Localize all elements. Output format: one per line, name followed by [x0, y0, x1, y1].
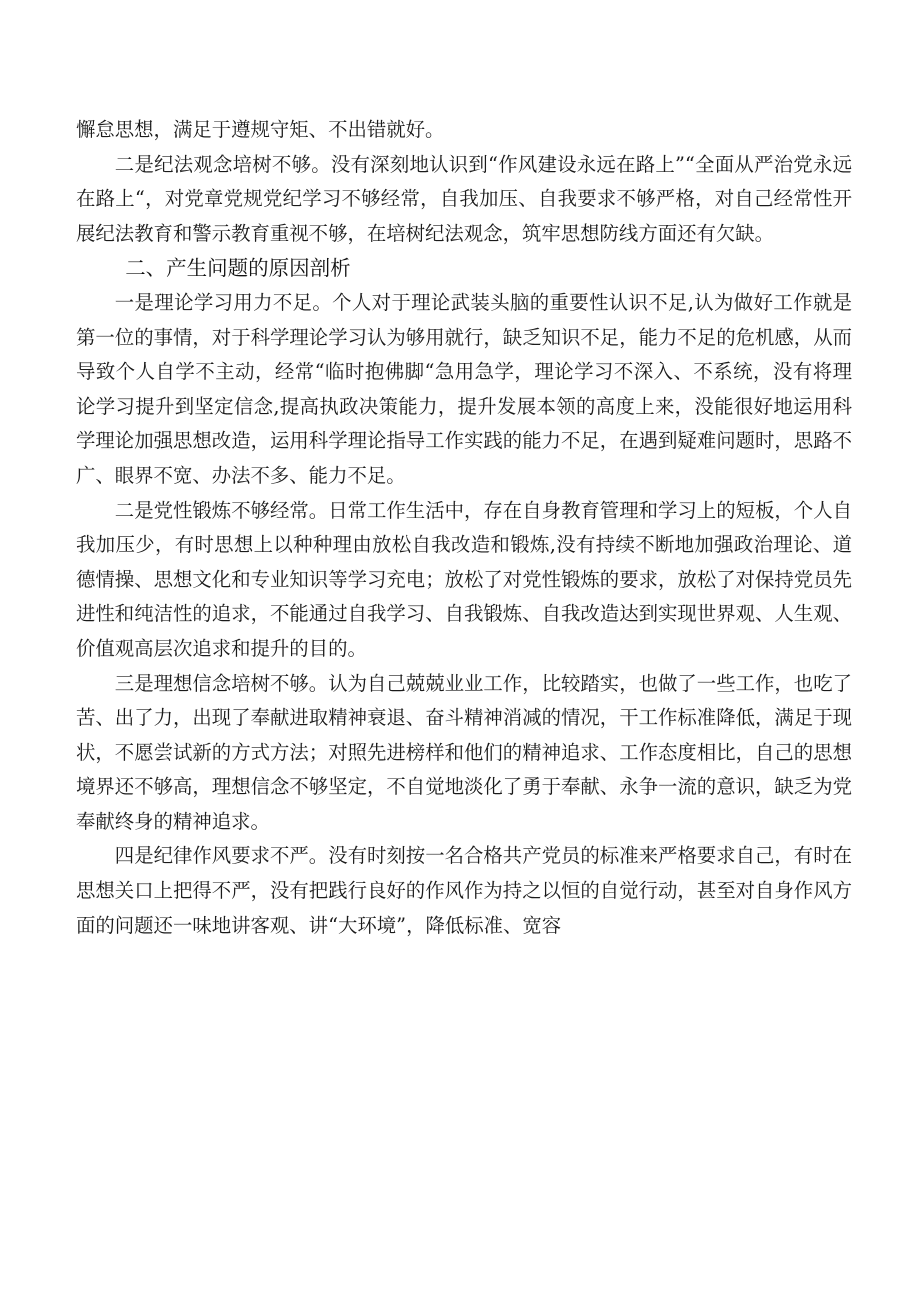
paragraph-discipline-awareness: 二是纪法观念培树不够。没有深刻地认识到“作风建设永远在路上”“全面从严治党永远在路上“，对党章党规党纪学习不够经常，自我加压、自我要求不够严格，对自己经常性开展纪法教育和警示教育重视不够，在培树纪法观念，筑牢思想防线方面还有欠缺。 [76, 152, 852, 245]
document-body [76, 113, 852, 943]
section-heading-cause-analysis: 二、产生问题的原因剖析 [125, 256, 351, 281]
paragraph-discipline-style: 四是纪律作风要求不严。没有时刻按一名合格共产党员的标准来严格要求自己，有时在思想关口上把得不严，没有把践行良好的作风作为持之以恒的自觉行动，甚至对自身作风方面的问题还一味地讲客观、讲“大环境”，降低标准、宽容 [76, 844, 852, 937]
paragraph-party-spirit: 二是党性锻炼不够经常。日常工作生活中，存在自身教育管理和学习上的短板，个人自我加压少，有时思想上以种种理由放松自我改造和锻炼,没有持续不断地加强政治理论、道德情操、思想文化和专业知识等学习充电；放松了对党性锻炼的要求，放松了对保持党员先进性和纯洁性的追求，不能通过自我学习、自我锻炼、自我改造达到实现世界观、人生观、价值观高层次追求和提升的目的。 [76, 498, 852, 660]
paragraph-continuation: 懈怠思想，满足于遵规守矩、不出错就好。 [76, 118, 445, 141]
paragraph-ideals-beliefs: 三是理想信念培树不够。认为自己兢兢业业工作，比较踏实，也做了一些工作，也吃了苦、出了力，出现了奉献进取精神衰退、奋斗精神消减的情况，干工作标准降低，满足于现状，不愿尝试新的方式方法；对照先进榜样和他们的精神追求、工作态度相比，自己的思想境界还不够高，理想信念不够坚定，不自觉地淡化了勇于奉献、永争一流的意识，缺乏为党奉献终身的精神追求。 [76, 671, 852, 833]
paragraph-theory-study: 一是理论学习用力不足。个人对于理论武装头脑的重要性认识不足,认为做好工作就是第一位的事情，对于科学理论学习认为够用就行，缺乏知识不足，能力不足的危机感，从而导致个人自学不主动，经常“临时抱佛脚“急用急学，理论学习不深入、不系统，没有将理论学习提升到坚定信念,提高执政决策能力，提升发展本领的高度上来，没能很好地运用科学理论加强思想改造，运用科学理论指导工作实践的能力不足，在遇到疑难问题时，思路不广、眼界不宽、办法不多、能力不足。 [76, 290, 852, 487]
